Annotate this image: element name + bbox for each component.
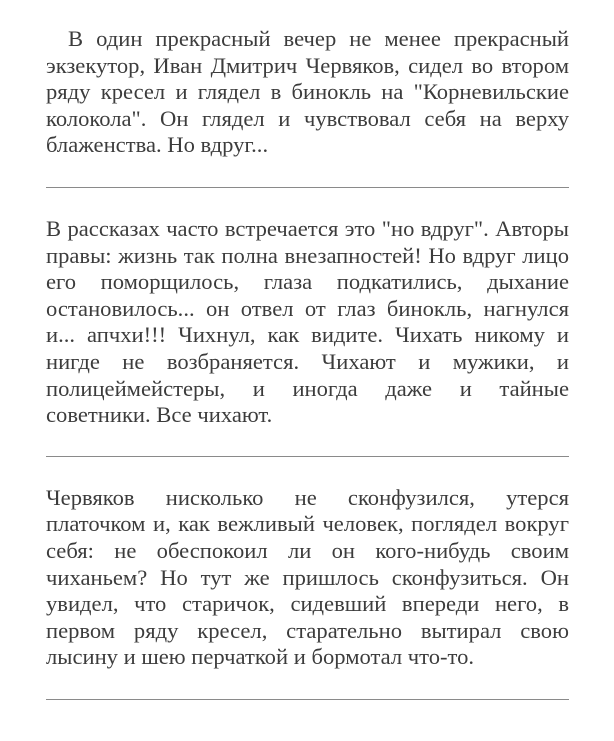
paragraph-2: В рассказах часто встречается это "но вдруг". Авторы правы: жизнь так полна внезапностей! Но вдруг лицо его поморщилось, глаза подкатились, дыхание остановилось... он отвел от глаз бинокль, нагнулся и... апчхи!!! Чихнул, как видите. Чихать никому и нигде не возбраняется. Чихают и мужики, и полицеймейстеры, и иногда даже и тайные советники. Все чихают. xyxy=(46,215,569,428)
divider-3 xyxy=(46,699,569,700)
document-body xyxy=(46,26,569,700)
divider-2 xyxy=(46,456,569,457)
paragraph-3: Червяков нисколько не сконфузился, утерся платочком и, как вежливый человек, поглядел вокруг себя: не обеспокоил ли он кого-нибудь своим чиханьем? Но тут же пришлось сконфузиться. Он увидел, что старичок, сидевший впереди него, в первом ряду кресел, старательно вытирал свою лысину и шею перчаткой и бормотал что-то. xyxy=(46,484,569,670)
divider-1 xyxy=(46,187,569,188)
paragraph-1: В один прекрасный вечер не менее прекрасный экзекутор, Иван Дмитрич Червяков, сидел во втором ряду кресел и глядел в бинокль на "Корневильские колокола". Он глядел и чувствовал себя на верху блаженства. Но вдруг... xyxy=(46,26,569,158)
